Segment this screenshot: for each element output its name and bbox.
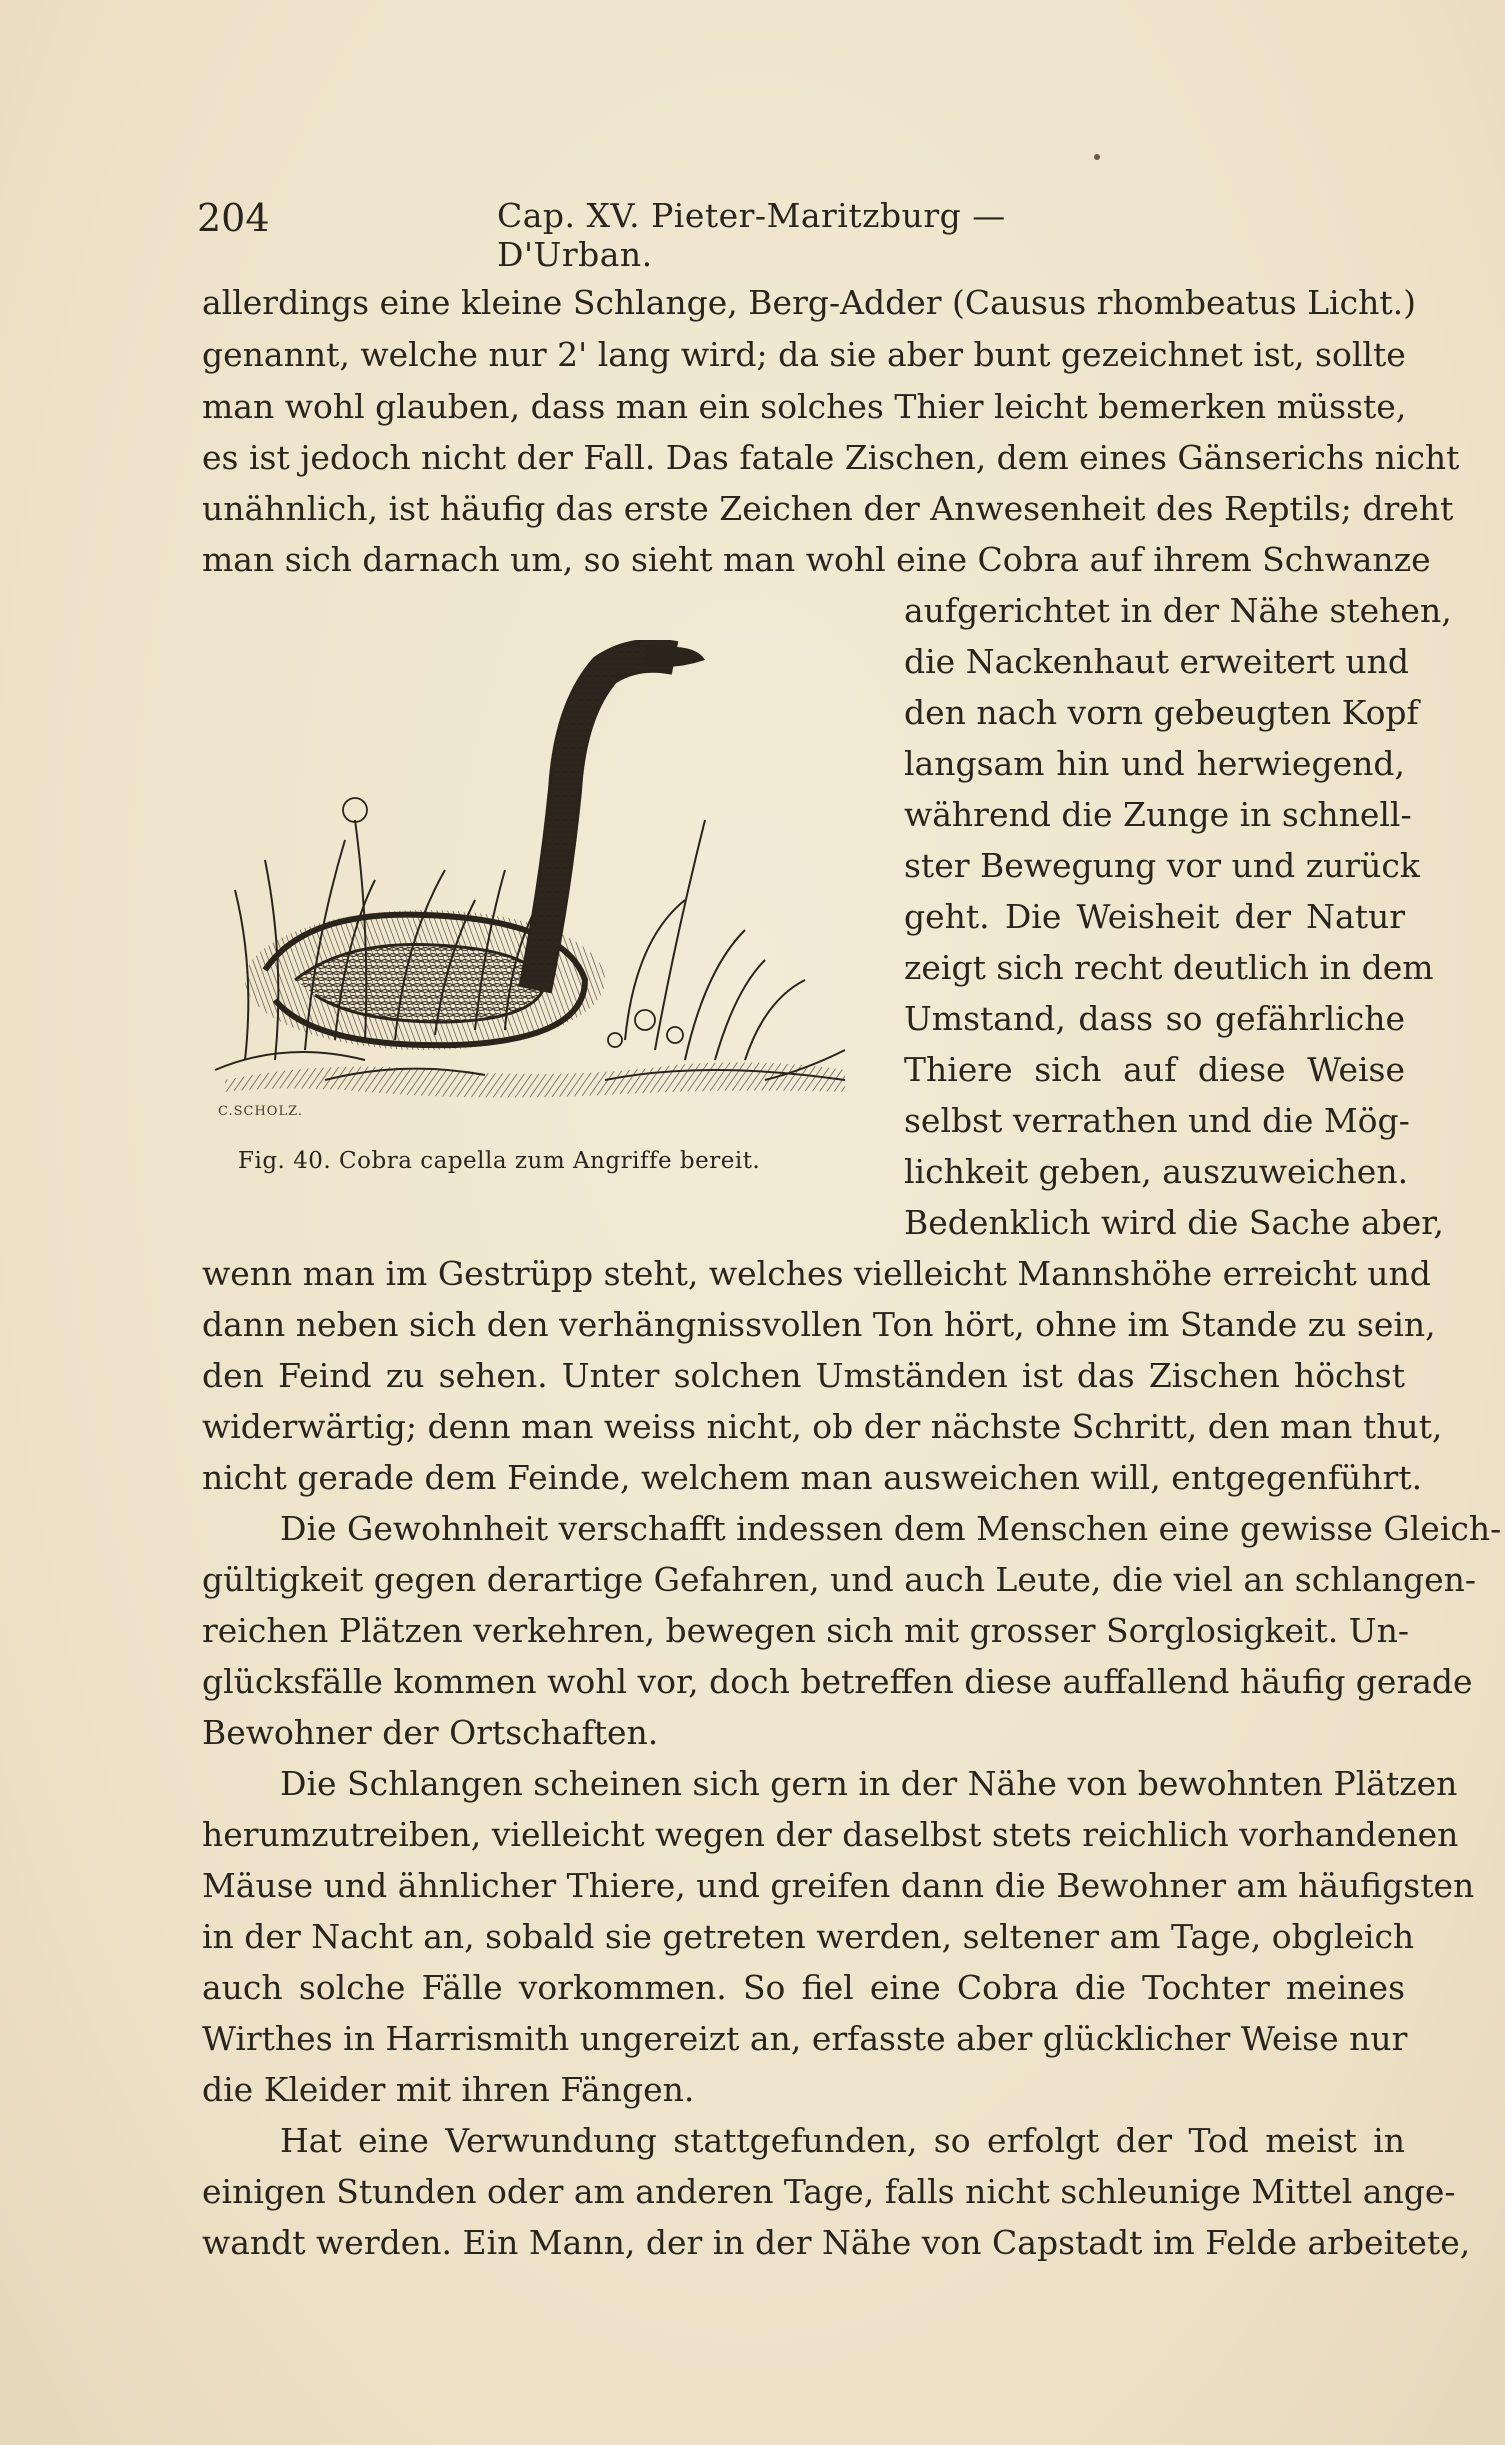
artist-signature: C.SCHOLZ.	[218, 1104, 304, 1119]
text-line: die Kleider mit ihren Fängen.	[202, 2070, 695, 2109]
text-line: langsam hin und herwiegend,	[904, 744, 1405, 783]
text-line: allerdings eine kleine Schlange, Berg-Adder (Causus rhombeatus Licht.)	[202, 283, 1416, 322]
text-line: den nach vorn gebeugten Kopf	[904, 693, 1419, 732]
text-line: reichen Plätzen verkehren, bewegen sich mit grosser Sorglosigkeit. Un-	[202, 1611, 1409, 1650]
text-line: gültigkeit gegen derartige Gefahren, und auch Leute, die viel an schlangen-	[202, 1560, 1476, 1599]
text-line: die Nackenhaut erweitert und	[904, 642, 1410, 681]
page-number: 204	[197, 196, 270, 240]
figure-caption: Fig. 40. Cobra capella zum Angriffe bereit.	[238, 1148, 761, 1174]
text-line: Umstand, dass so gefährliche	[904, 999, 1405, 1038]
text-line: in der Nacht an, sobald sie getreten werden, seltener am Tage, obgleich	[202, 1917, 1415, 1956]
text-line: Thiere sich auf diese Weise	[904, 1050, 1405, 1089]
text-line: während die Zunge in schnell-	[904, 795, 1412, 834]
text-line: herumzutreiben, vielleicht wegen der daselbst stets reichlich vorhandenen	[202, 1815, 1459, 1854]
text-line: Bewohner der Ortschaften.	[202, 1713, 659, 1752]
text-line: ster Bewegung vor und zurück	[904, 846, 1420, 885]
text-line: nicht gerade dem Feinde, welchem man ausweichen will, entgegenführt.	[202, 1458, 1423, 1497]
text-line: widerwärtig; denn man weiss nicht, ob der nächste Schritt, den man thut,	[202, 1407, 1443, 1446]
cobra-engraving-icon	[205, 640, 870, 1125]
text-line: man wohl glauben, dass man ein solches Thier leicht bemerken müsste,	[202, 387, 1407, 426]
text-line: auch solche Fälle vorkommen. So fiel eine Cobra die Tochter meines	[202, 1968, 1405, 2007]
print-speck	[1094, 154, 1100, 160]
text-line: Mäuse und ähnlicher Thiere, und greifen dann die Bewohner am häufigsten	[202, 1866, 1475, 1905]
text-line: unähnlich, ist häufig das erste Zeichen der Anwesenheit des Reptils; dreht	[202, 489, 1454, 528]
text-line: Hat eine Verwundung stattgefunden, so erfolgt der Tod meist in	[280, 2121, 1405, 2160]
text-line: Bedenklich wird die Sache aber,	[904, 1203, 1444, 1242]
text-line: dann neben sich den verhängnissvollen Ton hört, ohne im Stande zu sein,	[202, 1305, 1436, 1344]
page-header	[197, 190, 1117, 274]
cobra-illustration	[205, 640, 870, 1125]
text-line: aufgerichtet in der Nähe stehen,	[904, 591, 1452, 630]
text-line: es ist jedoch nicht der Fall. Das fatale Zischen, dem eines Gänserichs nicht	[202, 438, 1460, 477]
text-line: geht. Die Weisheit der Natur	[904, 897, 1405, 936]
text-line: wandt werden. Ein Mann, der in der Nähe von Capstadt im Felde arbeitete,	[202, 2223, 1471, 2262]
text-line: Die Schlangen scheinen sich gern in der Nähe von bewohnten Plätzen	[280, 1764, 1458, 1803]
running-title: Cap. XV. Pieter-Maritzburg — D'Urban.	[497, 196, 1006, 274]
text-line: einigen Stunden oder am anderen Tage, falls nicht schleunige Mittel ange-	[202, 2172, 1456, 2211]
text-line: den Feind zu sehen. Unter solchen Umständen ist das Zischen höchst	[202, 1356, 1405, 1395]
text-line: lichkeit geben, auszuweichen.	[904, 1152, 1409, 1191]
text-line: man sich darnach um, so sieht man wohl eine Cobra auf ihrem Schwanze	[202, 540, 1431, 579]
text-line: glücksfälle kommen wohl vor, doch betreffen diese auffallend häufig gerade	[202, 1662, 1473, 1701]
text-line: genannt, welche nur 2' lang wird; da sie aber bunt gezeichnet ist, sollte	[202, 335, 1406, 374]
text-line: zeigt sich recht deutlich in dem	[904, 948, 1434, 987]
text-line: Die Gewohnheit verschafft indessen dem Menschen eine gewisse Gleich-	[280, 1509, 1502, 1548]
text-line: selbst verrathen und die Mög-	[904, 1101, 1410, 1140]
text-line: Wirthes in Harrismith ungereizt an, erfasste aber glücklicher Weise nur	[202, 2019, 1408, 2058]
text-line: wenn man im Gestrüpp steht, welches vielleicht Mannshöhe erreicht und	[202, 1254, 1431, 1293]
